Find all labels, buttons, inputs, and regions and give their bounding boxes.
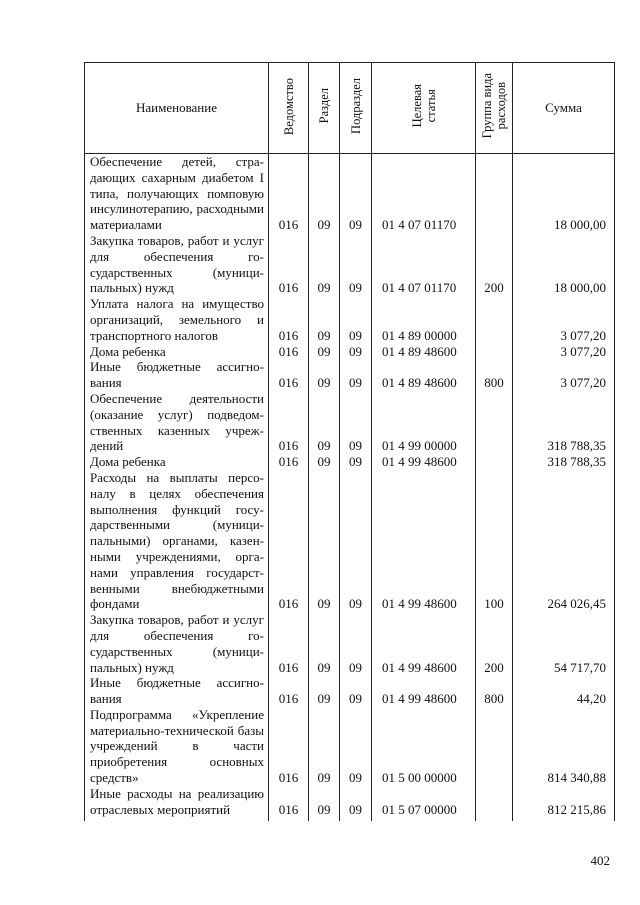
cell-target-article: 01 4 89 00000 — [372, 296, 476, 343]
cell-subsection: 09 — [340, 391, 372, 454]
filler-cell — [476, 817, 513, 821]
cell-subsection: 09 — [340, 612, 372, 675]
cell-target-article: 01 4 99 48600 — [372, 454, 476, 470]
cell-name: Иные бюджетные ассигнования — [85, 675, 269, 707]
cell-section: 09 — [309, 612, 340, 675]
header-subsection: Подраздел — [340, 63, 372, 154]
cell-department: 016 — [269, 786, 309, 818]
cell-section: 09 — [309, 707, 340, 786]
cell-department: 016 — [269, 707, 309, 786]
cell-expense-group — [476, 296, 513, 343]
cell-target-article: 01 4 99 48600 — [372, 612, 476, 675]
cell-department: 016 — [269, 344, 309, 360]
cell-section: 09 — [309, 786, 340, 818]
cell-section: 09 — [309, 391, 340, 454]
cell-expense-group — [476, 344, 513, 360]
header-sum: Сумма — [513, 63, 615, 154]
cell-department: 016 — [269, 454, 309, 470]
cell-name: Подпрограмма «Укрепление материально-технической базы учреждений в части приобретения основных средств» — [85, 707, 269, 786]
cell-name: Расходы на выплаты персоналу в целях обеспечения выполнения функций государственными (муниципальными) органами, казенными учреждениями, органами управления государственными внебюджетными фондами — [85, 470, 269, 612]
cell-target-article: 01 4 07 01170 — [372, 233, 476, 296]
table-row — [85, 154, 615, 233]
cell-subsection: 09 — [340, 470, 372, 612]
table-row — [85, 233, 615, 296]
table-row — [85, 359, 615, 391]
cell-subsection: 09 — [340, 296, 372, 343]
cell-sum: 54 717,70 — [513, 612, 615, 675]
cell-expense-group — [476, 454, 513, 470]
cell-sum: 3 077,20 — [513, 344, 615, 360]
cell-expense-group: 200 — [476, 612, 513, 675]
cell-expense-group — [476, 707, 513, 786]
cell-target-article: 01 4 07 01170 — [372, 154, 476, 233]
cell-department: 016 — [269, 612, 309, 675]
table-row — [85, 454, 615, 470]
cell-sum: 264 026,45 — [513, 470, 615, 612]
cell-sum: 3 077,20 — [513, 359, 615, 391]
cell-section: 09 — [309, 359, 340, 391]
cell-subsection: 09 — [340, 344, 372, 360]
cell-expense-group — [476, 154, 513, 233]
cell-sum: 18 000,00 — [513, 154, 615, 233]
cell-sum: 318 788,35 — [513, 391, 615, 454]
cell-sum: 318 788,35 — [513, 454, 615, 470]
cell-sum: 3 077,20 — [513, 296, 615, 343]
table-row — [85, 612, 615, 675]
header-name: Наименование — [85, 63, 269, 154]
table-row — [85, 786, 615, 818]
cell-section: 09 — [309, 154, 340, 233]
cell-name: Уплата налога на имущество организаций, земельного и транспортного налогов — [85, 296, 269, 343]
cell-expense-group: 800 — [476, 675, 513, 707]
cell-subsection: 09 — [340, 675, 372, 707]
table-row — [85, 344, 615, 360]
filler-cell — [269, 817, 309, 821]
header-expense-group: Группа вида расходов — [476, 63, 513, 154]
cell-subsection: 09 — [340, 154, 372, 233]
cell-department: 016 — [269, 233, 309, 296]
cell-section: 09 — [309, 470, 340, 612]
cell-name: Дома ребенка — [85, 454, 269, 470]
page-number: 402 — [590, 853, 610, 868]
cell-section: 09 — [309, 344, 340, 360]
cell-name: Дома ребенка — [85, 344, 269, 360]
cell-section: 09 — [309, 296, 340, 343]
cell-department: 016 — [269, 154, 309, 233]
cell-sum: 44,20 — [513, 675, 615, 707]
filler-cell — [340, 817, 372, 821]
cell-department: 016 — [269, 391, 309, 454]
table-row — [85, 675, 615, 707]
cell-name: Обеспечение деятельности (оказание услуг) подведомственных казенных учреждений — [85, 391, 269, 454]
cell-section: 09 — [309, 675, 340, 707]
cell-name: Обеспечение детей, страдающих сахарным диабетом I типа, получающих помповую инсулинотерапию, расходными материалами — [85, 154, 269, 233]
cell-subsection: 09 — [340, 233, 372, 296]
cell-subsection: 09 — [340, 707, 372, 786]
cell-target-article: 01 4 89 48600 — [372, 359, 476, 391]
cell-name: Иные расходы на реализацию отраслевых мероприятий — [85, 786, 269, 818]
header-department: Ведомство — [269, 63, 309, 154]
filler-cell — [85, 817, 269, 821]
cell-target-article: 01 4 99 48600 — [372, 675, 476, 707]
cell-section: 09 — [309, 454, 340, 470]
cell-target-article: 01 4 99 00000 — [372, 391, 476, 454]
cell-expense-group: 200 — [476, 233, 513, 296]
cell-sum: 814 340,88 — [513, 707, 615, 786]
cell-target-article: 01 5 00 00000 — [372, 707, 476, 786]
cell-subsection: 09 — [340, 359, 372, 391]
cell-department: 016 — [269, 675, 309, 707]
cell-section: 09 — [309, 233, 340, 296]
cell-expense-group — [476, 391, 513, 454]
filler-cell — [309, 817, 340, 821]
header-section: Раздел — [309, 63, 340, 154]
filler-cell — [372, 817, 476, 821]
filler-cell — [513, 817, 615, 821]
table-body — [85, 154, 615, 822]
cell-department: 016 — [269, 296, 309, 343]
cell-expense-group: 800 — [476, 359, 513, 391]
table-header-row — [85, 63, 615, 154]
cell-target-article: 01 5 07 00000 — [372, 786, 476, 818]
cell-department: 016 — [269, 359, 309, 391]
cell-name: Иные бюджетные ассигнования — [85, 359, 269, 391]
cell-target-article: 01 4 89 48600 — [372, 344, 476, 360]
cell-sum: 18 000,00 — [513, 233, 615, 296]
cell-sum: 812 215,86 — [513, 786, 615, 818]
cell-name: Закупка товаров, работ и услуг для обеспечения государственных (муниципальных) нужд — [85, 233, 269, 296]
cell-subsection: 09 — [340, 454, 372, 470]
cell-name: Закупка товаров, работ и услуг для обеспечения государственных (муниципальных) нужд — [85, 612, 269, 675]
cell-expense-group — [476, 786, 513, 818]
cell-expense-group: 100 — [476, 470, 513, 612]
cell-target-article: 01 4 99 48600 — [372, 470, 476, 612]
table-row — [85, 707, 615, 786]
cell-subsection: 09 — [340, 786, 372, 818]
table-row — [85, 391, 615, 454]
table-filler-row — [85, 817, 615, 821]
table-row — [85, 296, 615, 343]
budget-table — [84, 62, 615, 821]
cell-department: 016 — [269, 470, 309, 612]
table-row — [85, 470, 615, 612]
header-target-article: Целевая статья — [372, 63, 476, 154]
